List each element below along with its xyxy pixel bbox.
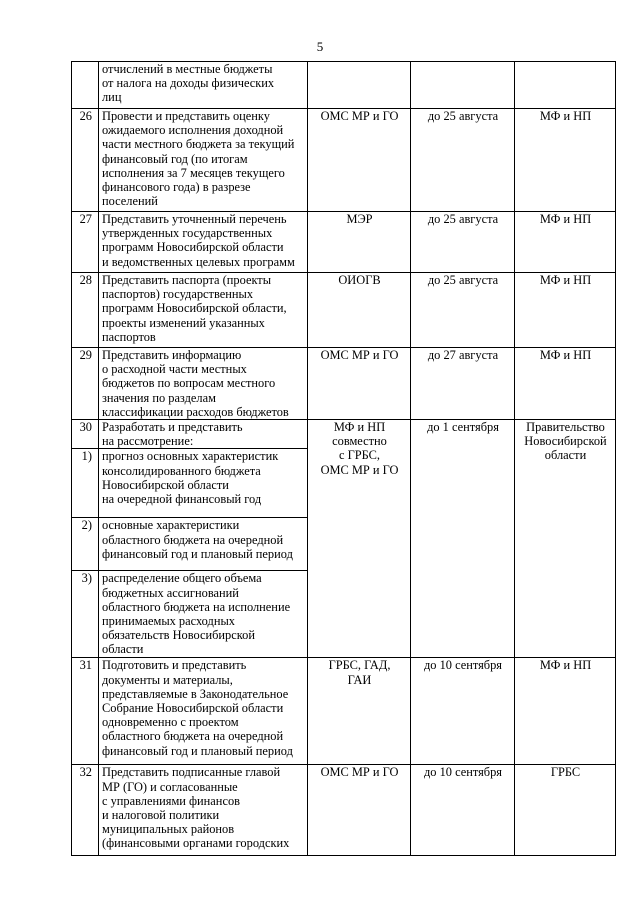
task-description-line: о расходной части местных [102,362,247,377]
row-number: 28 [72,273,99,348]
recipient-line: МФ и НП [539,348,592,362]
executor-line: ОМС МР и ГО [320,109,399,123]
subitem-description-line: обязательств Новосибирской [102,628,255,643]
task-description-line: от налога на доходы физических [102,76,275,91]
task-description [99,62,308,109]
task-description-line: Представить уточненный перечень [102,212,287,226]
deadline: до 1 сентября [411,420,515,658]
task-description [99,212,308,273]
deadline: до 27 августа [411,348,515,420]
table-row [72,765,616,856]
recipient-line: Новосибирской [524,434,607,449]
table-row [72,109,616,212]
subitem-number: 1) [72,449,99,518]
subitem-description-line: Новосибирской области [102,477,229,492]
task-description-line: МР (ГО) и согласованные [102,779,238,794]
subitem-description-line: областного бюджета на исполнение [102,599,291,614]
recipient-line: МФ и НП [539,212,592,226]
executor-line: МЭР [346,212,373,226]
table-row [72,348,616,420]
recipient-line: области [544,448,587,463]
task-description-line: с управлениями финансов [102,793,240,808]
subitem-description [99,518,308,571]
task-description [99,109,308,212]
subitem-description-line: консолидированного бюджета [102,463,261,478]
subitem-description-line: финансовый год и плановый период [102,546,293,561]
page-number: 5 [316,39,324,54]
executor-line: ОМС МР и ГО [320,765,399,780]
executor-line: ГРБС, ГАД, [328,658,391,673]
task-description [99,765,308,856]
task-description-line: (финансовыми органами городских [102,836,290,851]
task-description [99,273,308,348]
task-description-line: на рассмотрение: [102,434,194,449]
row-number: 29 [72,348,99,420]
task-description-line: муниципальных районов [102,822,235,837]
row-number: 32 [72,765,99,856]
table-row [72,212,616,273]
recipient [515,62,616,109]
subitem-description [99,571,308,658]
recipient [515,273,616,348]
task-description-line: Представить информацию [102,348,242,362]
task-description-line: паспортов) государственных [102,287,254,302]
row-number: 31 [72,658,99,765]
task-description-line: областного бюджета на очередной [102,729,284,744]
task-description-line: одновременно с проектом [102,715,239,730]
executor [308,273,411,348]
task-description [99,420,308,449]
subitem-description-line: бюджетных ассигнований [102,585,239,600]
subitem-description-line: прогноз основных характеристик [102,449,279,464]
executor-line: ОМС МР и ГО [320,462,399,477]
task-description-line: финансового года) в разрезе [102,180,251,195]
task-description-line: и ведомственных целевых программ [102,254,295,269]
task-description-line: лиц [102,90,122,105]
subitem-description-line: принимаемых расходных [102,614,235,629]
executor [308,658,411,765]
recipient-line: МФ и НП [539,109,592,123]
executor [308,348,411,420]
subitem-description-line: областного бюджета на очередной [102,532,284,547]
task-description-line: документы и материалы, [102,672,233,687]
recipient [515,348,616,420]
recipient-line: МФ и НП [539,273,592,287]
subitem-description-line: области [102,642,144,657]
task-description-line: Разработать и представить [102,420,243,435]
budget-schedule-table [71,61,616,856]
subitem-number: 2) [72,518,99,571]
task-description [99,658,308,765]
subitem-description-line: основные характеристики [102,518,240,533]
deadline: до 25 августа [411,109,515,212]
task-description-line: Собрание Новосибирской области [102,701,284,716]
table-row [72,62,616,109]
table-row [72,420,616,449]
deadline: до 25 августа [411,273,515,348]
executor-line: ГАИ [347,672,372,687]
task-description-line: и налоговой политики [102,808,220,823]
executor-line: совместно [332,434,387,449]
task-description-line: паспортов [102,329,156,344]
task-description-line: представляемые в Законодательное [102,686,289,701]
row-number: 26 [72,109,99,212]
task-description-line: программ Новосибирской области, [102,301,287,316]
task-description-line: Провести и представить оценку [102,109,270,123]
task-description-line: значения по разделам [102,390,216,405]
recipient-line: МФ и НП [539,658,592,673]
subitem-description-line: на очередной финансовый год [102,492,262,507]
executor [308,109,411,212]
task-description-line: утвержденных государственных [102,226,273,241]
recipient [515,765,616,856]
subitem-description-line: распределение общего объема [102,571,262,586]
executor-line: МФ и НП [333,420,386,435]
task-description-line: Представить подписанные главой [102,765,281,780]
task-description-line: отчислений в местные бюджеты [102,62,273,76]
recipient [515,658,616,765]
task-description [99,348,308,420]
table-row [72,273,616,348]
task-description-line: исполнения за 7 месяцев текущего [102,165,285,180]
deadline: до 25 августа [411,212,515,273]
task-description-line: Подготовить и представить [102,658,247,673]
executor [308,212,411,273]
recipient [515,109,616,212]
deadline: до 10 сентября [411,658,515,765]
task-description-line: классификации расходов бюджетов [102,404,289,419]
task-description-line: финансовый год (по итогам [102,151,248,166]
task-description-line: ожидаемого исполнения доходной [102,123,284,138]
task-description-line: проекты изменений указанных [102,315,265,330]
row-number: 30 [72,420,99,449]
recipient [515,212,616,273]
deadline: до 10 сентября [411,765,515,856]
task-description-line: Представить паспорта (проекты [102,273,272,287]
executor [308,420,411,658]
table-row [72,658,616,765]
row-number: 27 [72,212,99,273]
task-description-line: поселений [102,194,158,209]
subitem-description [99,449,308,518]
executor [308,62,411,109]
task-description-line: бюджетов по вопросам местного [102,376,276,391]
task-description-line: части местного бюджета за текущий [102,137,295,152]
task-description-line: программ Новосибирской области [102,240,284,255]
recipient [515,420,616,658]
recipient-line: Правительство [526,420,605,435]
recipient-line: ГРБС [550,765,581,780]
executor-line: с ГРБС, [338,448,381,463]
task-description-line: финансовый год и плановый период [102,743,293,758]
executor-line: ОИОГВ [338,273,381,287]
subitem-number: 3) [72,571,99,658]
executor-line: ОМС МР и ГО [320,348,399,362]
deadline [411,62,515,109]
row-number [72,62,99,109]
executor [308,765,411,856]
